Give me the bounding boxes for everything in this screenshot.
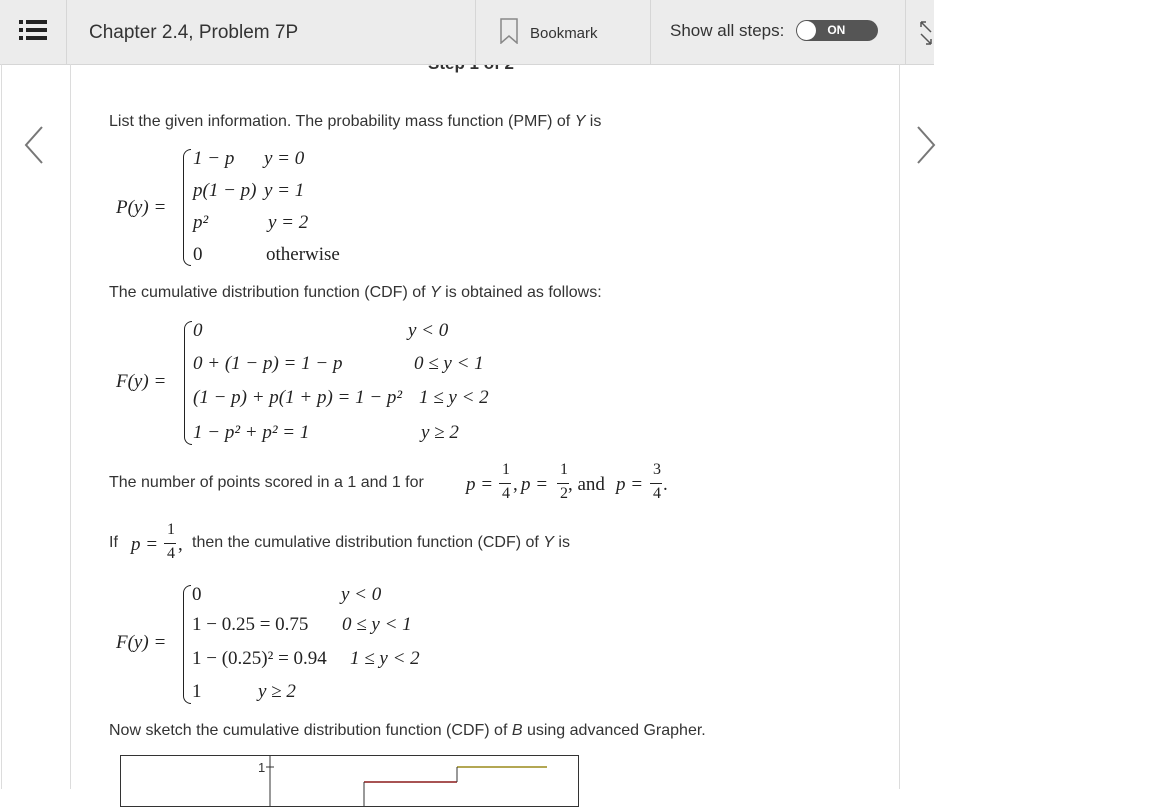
cdf2-case-expr: 1 − 0.25 = 0.75 <box>192 614 309 635</box>
cdf2-case-cond: y < 0 <box>341 584 382 605</box>
paragraph-if <box>109 534 118 552</box>
cdf2-case-cond: y ≥ 2 <box>258 681 296 702</box>
fraction-denominator: 4 <box>653 485 661 502</box>
show-steps-toggle[interactable] <box>796 20 878 41</box>
cdf-graph <box>120 755 579 807</box>
and-text: , and <box>568 474 605 495</box>
cdf2-case-expr: 0 <box>192 584 202 605</box>
show-steps-label: Show all steps: <box>670 20 785 40</box>
pmf-case-cond: y = 1 <box>264 180 305 201</box>
cdf-case-expr: 0 <box>193 320 203 341</box>
text: The number of points scored in a 1 and 1 for <box>109 474 424 491</box>
pmf-case-cond: otherwise <box>266 244 340 265</box>
bookmark-label: Bookmark <box>530 24 598 42</box>
divider <box>905 0 906 64</box>
y-tick-label: 1 <box>258 760 266 775</box>
pmf-case-cond: y = 0 <box>264 148 305 169</box>
cdf-quarter-equation <box>116 582 446 707</box>
cdf-graph-svg <box>121 756 578 806</box>
text: Now sketch the cumulative distribution function (CDF) of <box>109 722 512 739</box>
cdf-case-expr: 0 + (1 − p) = 1 − p <box>193 353 343 374</box>
pmf-equation <box>116 146 416 271</box>
frame-line <box>899 64 900 789</box>
toggle-on-label: ON <box>827 23 846 37</box>
cdf2-case-expr: 1 − (0.25)² = 0.94 <box>192 648 327 669</box>
text: List the given information. The probability mass function (PMF) of <box>109 113 575 130</box>
p-equals: p = <box>521 474 549 495</box>
paragraph-p-values <box>109 474 424 492</box>
cdf2-case-cond: 1 ≤ y < 2 <box>350 648 420 669</box>
variable: Y <box>574 113 586 130</box>
expand-icon <box>919 33 934 50</box>
paragraph-cdf-intro <box>109 284 602 302</box>
comma: , <box>178 534 183 555</box>
fraction-numerator: 3 <box>653 461 661 478</box>
paragraph-if-text <box>192 534 570 552</box>
text: If <box>109 534 118 551</box>
chevron-right-icon <box>916 151 936 168</box>
fraction-numerator: 1 <box>502 461 510 478</box>
pmf-case-cond: y = 2 <box>268 212 309 233</box>
cdf2-case-expr: 1 <box>192 681 202 702</box>
pmf-case-expr: 0 <box>193 244 203 265</box>
chevron-left-icon <box>24 151 44 168</box>
p-equals: p = <box>466 474 494 495</box>
pmf-case-expr: p² <box>193 212 209 233</box>
text: then the cumulative distribution function (CDF) of <box>192 534 544 551</box>
cdf-case-expr: 1 − p² + p² = 1 <box>193 422 310 443</box>
divider <box>475 0 476 64</box>
cdf-case-cond: 1 ≤ y < 2 <box>419 387 489 408</box>
p-quarter-math <box>131 521 191 571</box>
text: is <box>553 534 570 551</box>
pmf-lhs: P(y) = <box>116 197 167 218</box>
variable: Y <box>543 534 554 551</box>
pmf-case-expr: p(1 − p) <box>193 180 257 201</box>
text: using advanced Grapher. <box>522 722 706 739</box>
list-menu-icon <box>19 19 47 46</box>
fraction-denominator: 2 <box>560 485 568 502</box>
p-values-math <box>466 461 686 511</box>
cdf-case-cond: 0 ≤ y < 1 <box>414 353 484 374</box>
fraction-denominator: 4 <box>167 545 175 562</box>
cdf-case-expr: (1 − p) + p(1 + p) = 1 − p² <box>193 387 403 408</box>
divider <box>650 0 651 64</box>
frame-line <box>1 64 2 789</box>
bookmark-button[interactable] <box>500 18 598 48</box>
paragraph-pmf-intro <box>109 113 601 131</box>
variable: B <box>511 722 523 739</box>
fraction-bar <box>164 543 176 544</box>
next-step-button[interactable] <box>916 126 936 169</box>
text: is obtained as follows: <box>440 284 602 301</box>
top-bar <box>0 0 934 65</box>
cdf-lhs: F(y) = <box>116 371 167 392</box>
cdf2-case-cond: 0 ≤ y < 1 <box>342 614 412 635</box>
text: The cumulative distribution function (CDF) of <box>109 284 431 301</box>
brace <box>183 585 191 704</box>
text: is <box>585 113 602 130</box>
previous-step-button[interactable] <box>24 126 44 169</box>
p-equals: p = <box>616 474 644 495</box>
fraction-bar <box>499 483 511 484</box>
paragraph-sketch <box>109 722 706 740</box>
frame-line <box>70 64 71 789</box>
fraction-numerator: 1 <box>167 521 175 538</box>
cdf-equation <box>116 318 516 448</box>
comma: , <box>513 474 518 495</box>
brace <box>184 321 192 445</box>
cdf-case-cond: y < 0 <box>408 320 449 341</box>
fraction-bar <box>650 483 662 484</box>
toggle-knob <box>797 21 816 40</box>
pmf-case-expr: 1 − p <box>193 148 235 169</box>
expand-button[interactable] <box>919 20 934 51</box>
period: . <box>663 474 668 495</box>
show-all-steps <box>670 20 878 41</box>
cdf2-lhs: F(y) = <box>116 632 167 653</box>
cdf-case-cond: y ≥ 2 <box>421 422 459 443</box>
fraction-denominator: 4 <box>502 485 510 502</box>
bookmark-icon <box>500 18 518 48</box>
menu-button[interactable] <box>0 0 67 64</box>
variable: Y <box>430 284 441 301</box>
brace <box>183 149 191 266</box>
p-equals: p = <box>131 534 159 555</box>
page-title: Chapter 2.4, Problem 7P <box>89 22 299 43</box>
fraction-numerator: 1 <box>560 461 568 478</box>
